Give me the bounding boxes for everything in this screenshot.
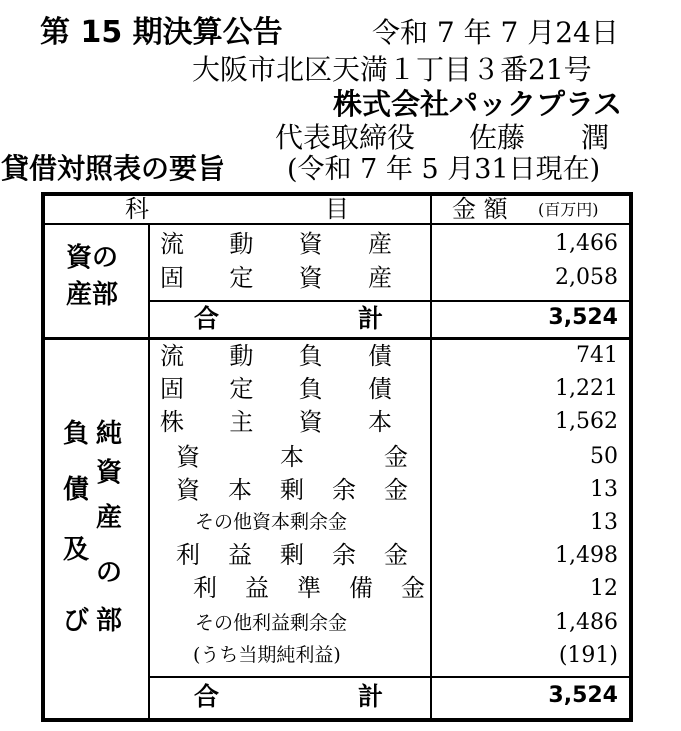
assets-total-label-2: 計 [358, 304, 384, 333]
capital-stock-value: 50 [590, 444, 618, 469]
capital-surplus-value: 13 [590, 477, 618, 502]
other-retained-earnings-value: 1,486 [555, 610, 618, 635]
balance-sheet-title: 貸借対照表の要旨 [1, 152, 226, 185]
liab-label-col2-3: 産 [96, 503, 123, 533]
current-assets-label: 流 動 資 産 [160, 230, 392, 258]
notice-date: 令和 7 年 7 月24日 [372, 16, 619, 49]
fixed-liabilities-label: 固 定 負 債 [160, 375, 392, 403]
column-header-amount: 金 額 [452, 195, 508, 223]
company-address: 大阪市北区天満１丁目３番21号 [192, 53, 592, 86]
liab-label-col2-1: 純 [96, 419, 123, 449]
liab-label-divider [148, 338, 150, 720]
other-capital-surplus-label: その他資本剰余金 [195, 511, 348, 533]
assets-section-label-line-2: 産部 [66, 280, 119, 310]
representative-name: 佐藤 潤 [469, 121, 610, 154]
retained-earnings-value: 1,498 [555, 543, 618, 568]
legal-reserve-value: 12 [590, 576, 618, 601]
current-assets-value: 1,466 [555, 231, 618, 256]
amount-column-divider [430, 194, 432, 720]
assets-section-divider [43, 337, 631, 340]
shareholders-equity-value: 1,562 [555, 409, 618, 434]
liab-label-col1-1: 負 [63, 419, 90, 449]
other-retained-earnings-label: その他利益剰余金 [195, 612, 348, 634]
notice-title: 第 15 期決算公告 [40, 15, 283, 50]
legal-reserve-label: 利 益 準 備 金 [193, 574, 425, 602]
retained-earnings-label: 利 益 剰 余 金 [176, 541, 408, 569]
liab-label-col1-4: び [63, 606, 90, 636]
column-header-item-1: 科 [125, 195, 149, 223]
liab-label-col2-4: の [96, 558, 123, 588]
other-capital-surplus-value: 13 [590, 510, 618, 535]
liab-label-col1-3: 及 [63, 535, 90, 565]
net-income-value: (191) [558, 643, 618, 668]
fixed-assets-label: 固 定 資 産 [160, 264, 392, 292]
column-header-item-2: 目 [325, 195, 349, 223]
assets-label-divider [148, 224, 150, 339]
assets-section-label-line-1: 資の [66, 243, 119, 273]
column-header-unit: (百万円) [538, 200, 599, 219]
capital-stock-label: 資 本 金 [176, 443, 408, 471]
representative-title: 代表取締役 [275, 121, 416, 154]
fixed-liabilities-value: 1,221 [555, 376, 618, 401]
current-liabilities-label: 流 動 負 債 [160, 342, 392, 370]
liab-total-divider [148, 676, 631, 678]
fixed-assets-value: 2,058 [555, 265, 618, 290]
assets-total-value: 3,524 [548, 305, 618, 330]
assets-total-divider [148, 300, 631, 302]
liab-label-col2-2: 資 [96, 458, 123, 488]
company-name: 株式会社パックプラス [333, 87, 623, 121]
liab-total-label-1: 合 [194, 682, 220, 711]
shareholders-equity-label: 株 主 資 本 [160, 408, 392, 436]
liab-total-value: 3,524 [548, 683, 618, 708]
current-liabilities-value: 741 [576, 343, 618, 368]
balance-sheet-date: (令和 7 年 5 月31日現在) [287, 154, 601, 185]
header-divider [43, 223, 631, 225]
net-income-label: (うち当期純利益) [193, 644, 341, 666]
capital-surplus-label: 資 本 剰 余 金 [176, 476, 408, 504]
liab-total-label-2: 計 [358, 682, 384, 711]
liab-label-col1-2: 債 [63, 475, 90, 505]
liab-label-col2-5: 部 [96, 606, 123, 636]
assets-total-label-1: 合 [194, 304, 220, 333]
